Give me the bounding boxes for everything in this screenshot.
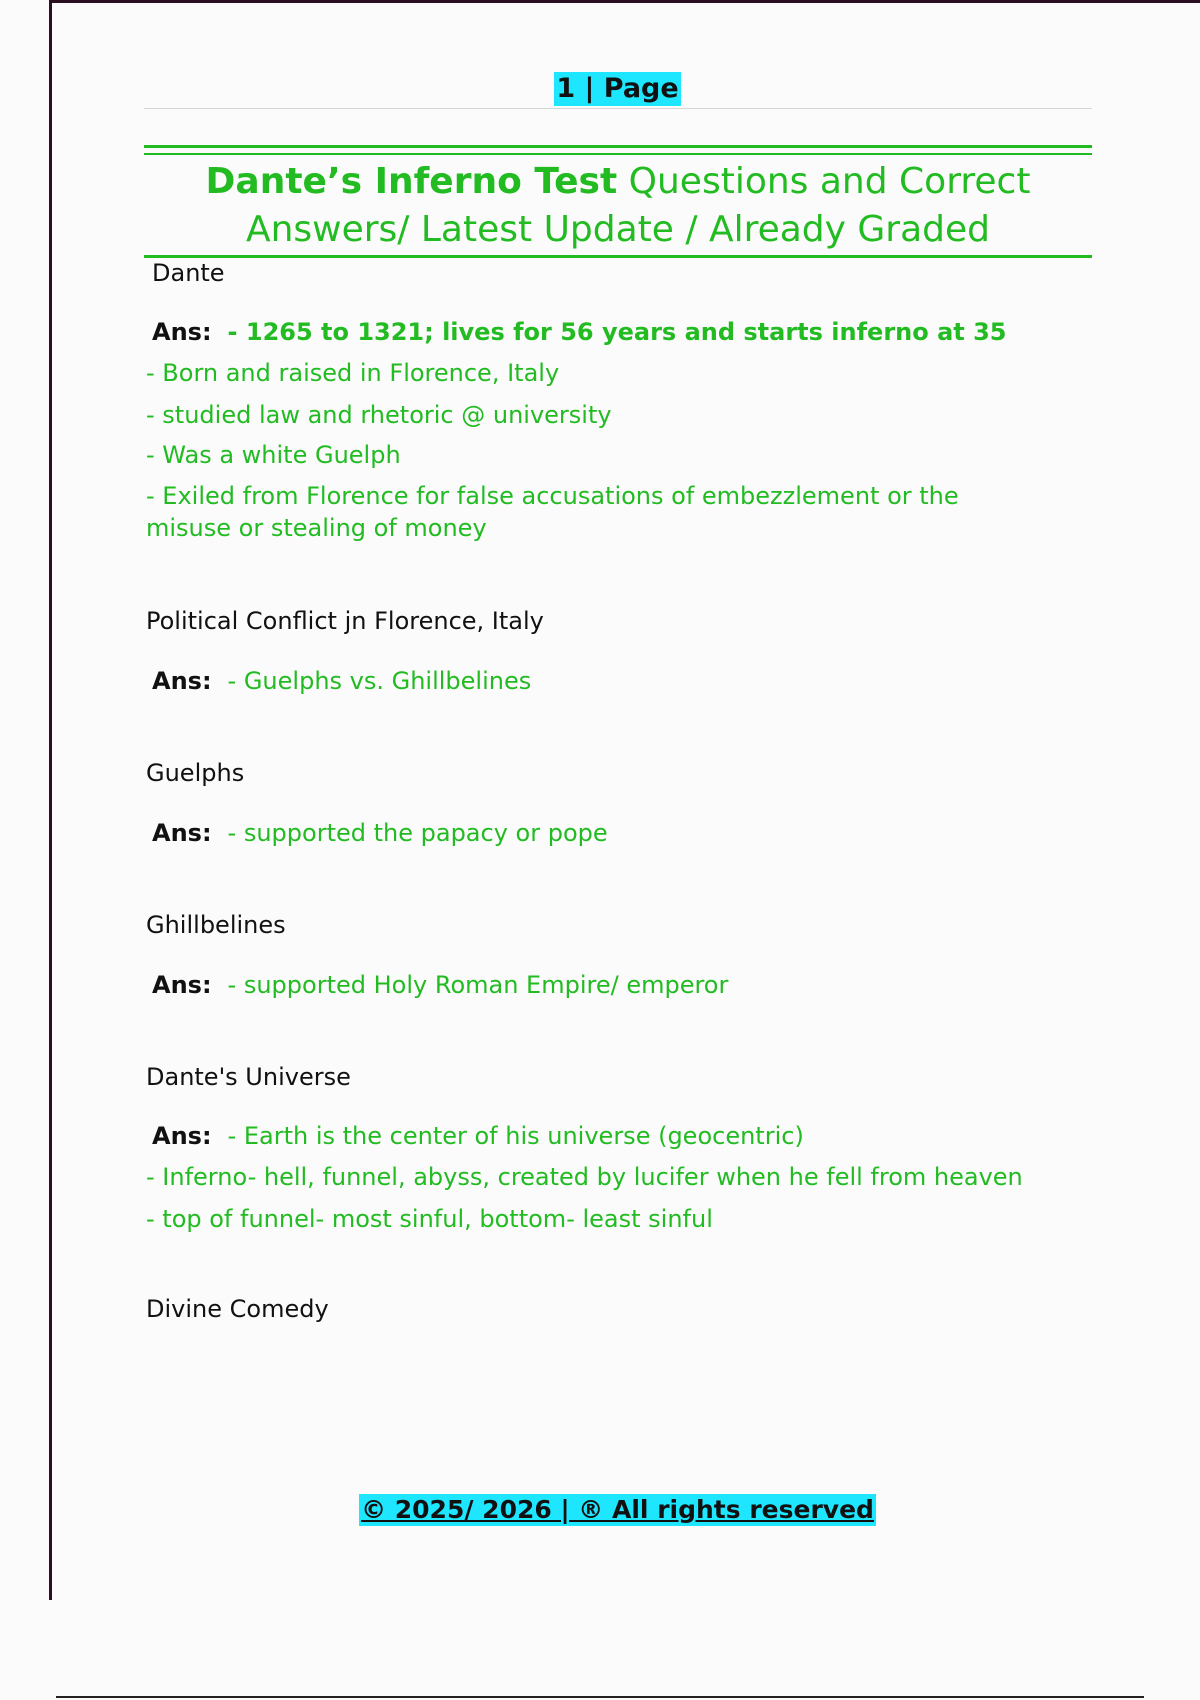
answer-label: Ans: [152,667,212,695]
document-title [144,158,1092,254]
answer-detail-line: - studied law and rhetoric @ university [146,401,612,429]
answer-row [152,317,1007,347]
page-footer [0,1494,1200,1526]
page-border-top [49,0,1200,3]
answer-detail-line: - Born and raised in Florence, Italy [146,359,560,387]
answer-detail-line: - top of funnel- most sinful, bottom- least sinful [146,1205,713,1233]
page-border-left [49,0,52,1600]
answer-row [152,818,608,848]
answer-detail-line: - Was a white Guelph [146,441,401,469]
document-title-rest: Questions and Correct Answers/ Latest Update / Already Graded [245,161,1031,250]
answer-row [152,666,531,696]
question-text: Dante [152,259,225,287]
title-rule-top [144,145,1092,148]
answer-label: Ans: [152,1122,212,1150]
answer-text: - 1265 to 1321; lives for 56 years and starts inferno at 35 [227,318,1007,346]
answer-text: - supported Holy Roman Empire/ emperor [227,971,729,999]
question-text: Divine Comedy [146,1295,329,1323]
question-text: Ghillbelines [146,911,286,939]
copyright-notice: © 2025/ 2026 | ® All rights reserved [361,1495,874,1524]
answer-row [152,1121,804,1151]
answer-text: - Earth is the center of his universe (geocentric) [227,1122,804,1150]
question-text: Guelphs [146,759,245,787]
answer-text: - supported the papacy or pope [227,819,608,847]
answer-label: Ans: [152,819,212,847]
answer-row [152,970,728,1000]
answer-detail-line: - Inferno- hell, funnel, abyss, created by lucifer when he fell from heaven [146,1163,1023,1191]
page-number-label: 1 | Page [556,73,679,104]
document-title-bold: Dante’s Inferno Test [205,161,618,202]
title-rule-top-secondary [144,153,1092,155]
question-text: Political Conflict jn Florence, Italy [146,607,544,635]
answer-detail-line: - Exiled from Florence for false accusations of embezzlement or the misuse or stealing of money [146,482,959,542]
question-text: Dante's Universe [146,1063,351,1091]
answer-label: Ans: [152,971,212,999]
answer-text: - Guelphs vs. Ghillbelines [227,667,532,695]
page-bottom-rule [56,1696,1144,1698]
page-header [0,72,1200,106]
title-rule-bottom [144,255,1092,258]
header-divider [144,108,1092,109]
answer-label: Ans: [152,318,212,346]
